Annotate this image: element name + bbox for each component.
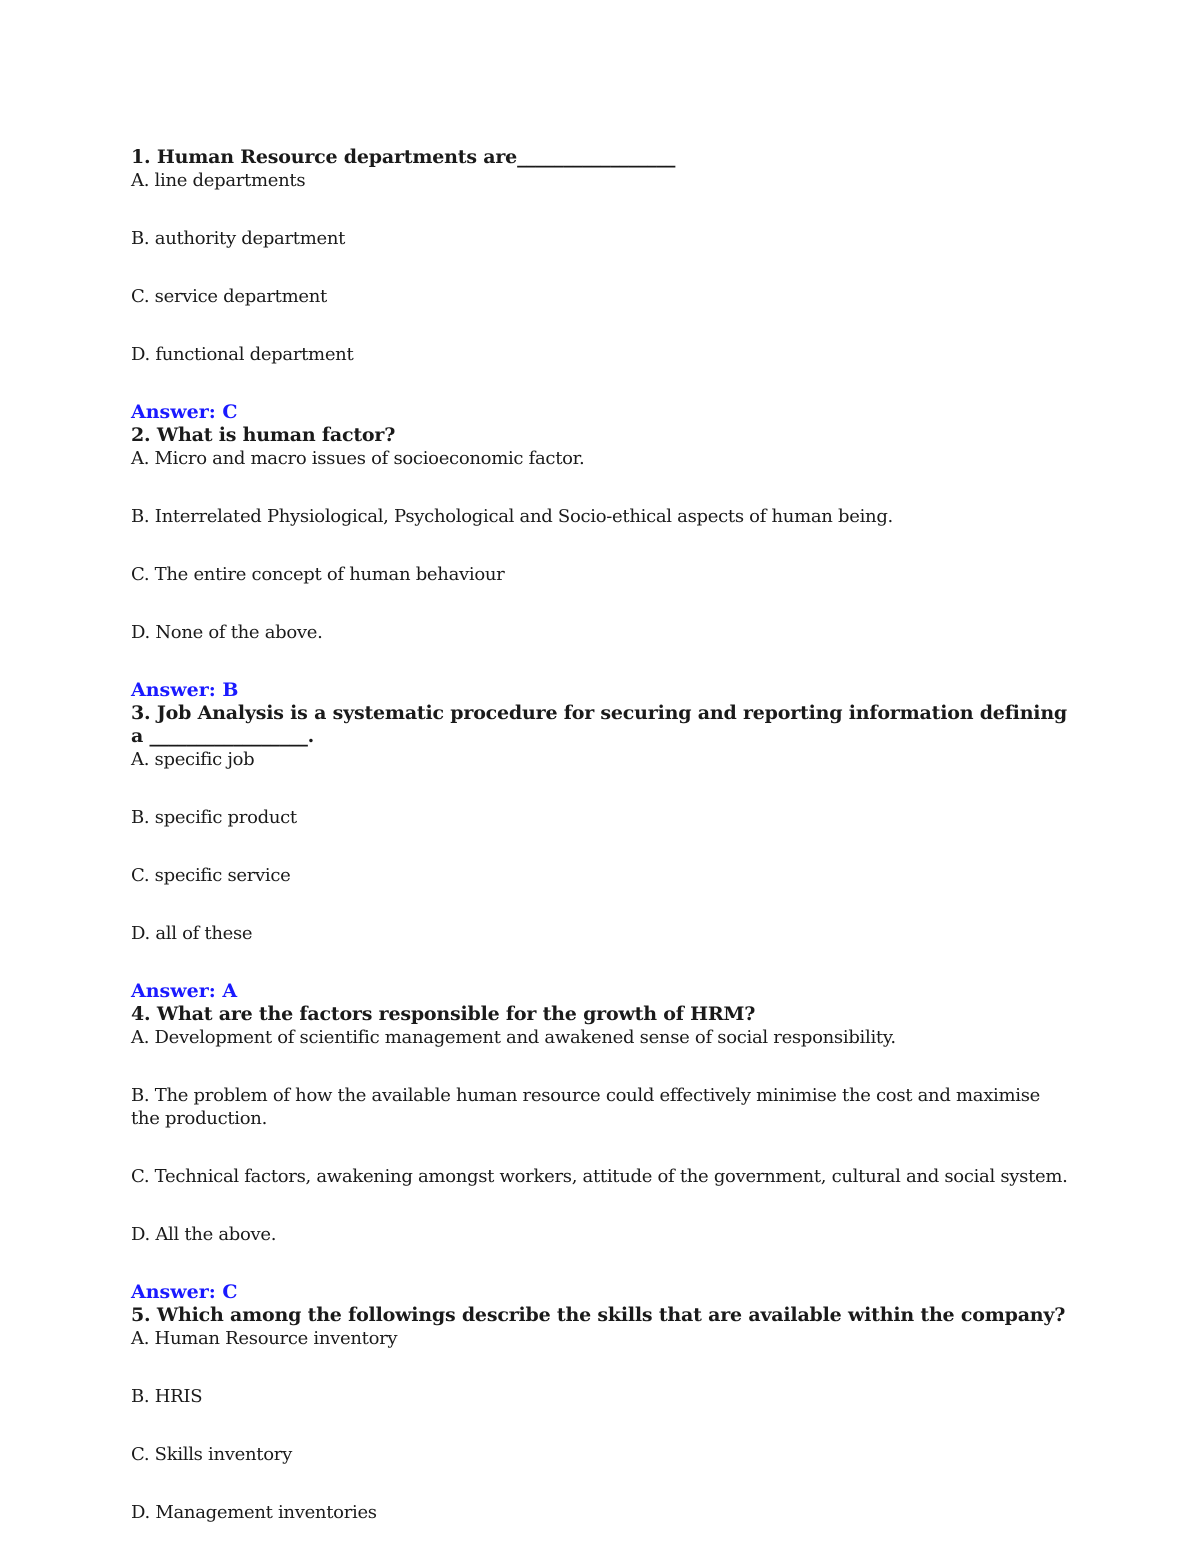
option-d: D. all of these <box>131 923 253 944</box>
answer-label: Answer: C <box>131 1281 238 1303</box>
option-a: A. specific job <box>131 749 255 770</box>
option-b: B. authority department <box>131 228 346 249</box>
option-c: C. The entire concept of human behaviour <box>131 564 505 585</box>
question-text: 5. Which among the followings describe the skills that are available within the company? <box>131 1304 1066 1326</box>
option-c: C. Technical factors, awakening amongst workers, attitude of the government, cultural and social system. <box>131 1166 1068 1187</box>
question-block-5 <box>131 1304 1071 1524</box>
option-b: B. The problem of how the available human resource could effectively minimise the cost and maximise the production. <box>131 1085 1041 1129</box>
option-d: D. None of the above. <box>131 622 323 643</box>
question-block-4 <box>131 1003 1071 1304</box>
option-b: B. HRIS <box>131 1386 203 1407</box>
question-text: 4. What are the factors responsible for the growth of HRM? <box>131 1003 756 1025</box>
answer-label: Answer: A <box>131 980 238 1002</box>
option-b: B. Interrelated Physiological, Psychological and Socio-ethical aspects of human being. <box>131 506 893 527</box>
option-a: A. Development of scientific management and awakened sense of social responsibility. <box>131 1027 896 1048</box>
option-d: D. functional department <box>131 344 354 365</box>
quiz-document <box>131 146 1071 1524</box>
option-c: C. specific service <box>131 865 291 886</box>
question-block-2 <box>131 424 1071 702</box>
option-a: A. Micro and macro issues of socioeconomic factor. <box>131 448 585 469</box>
answer-label: Answer: C <box>131 401 238 423</box>
option-a: A. Human Resource inventory <box>131 1328 398 1349</box>
question-text: 3. Job Analysis is a systematic procedure for securing and reporting information defining a _________________. <box>131 702 1068 747</box>
option-c: C. Skills inventory <box>131 1444 292 1465</box>
question-text: 2. What is human factor? <box>131 424 396 446</box>
option-c: C. service department <box>131 286 327 307</box>
option-d: D. All the above. <box>131 1224 277 1245</box>
question-block-1 <box>131 146 1071 424</box>
option-d: D. Management inventories <box>131 1502 377 1523</box>
option-a: A. line departments <box>131 170 306 191</box>
question-block-3 <box>131 702 1071 1003</box>
question-text: 1. Human Resource departments are_________________ <box>131 146 676 168</box>
option-b: B. specific product <box>131 807 297 828</box>
answer-label: Answer: B <box>131 679 239 701</box>
